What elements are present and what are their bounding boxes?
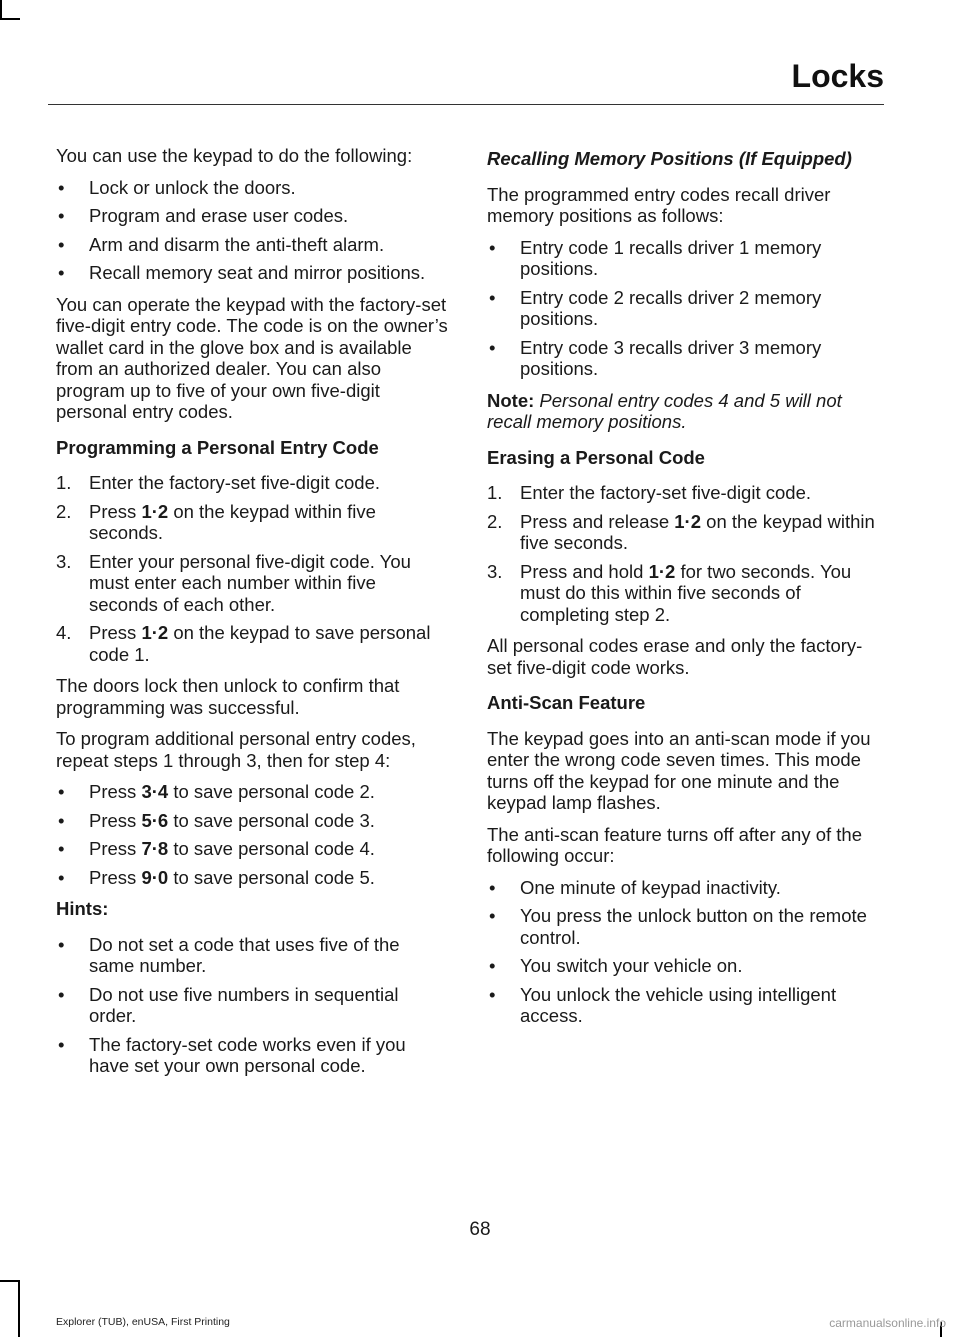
page-title: Locks [791, 58, 884, 94]
erase-heading: Erasing a Personal Code [487, 446, 705, 468]
note-label: Note: [487, 389, 535, 411]
hints-list [56, 934, 448, 1077]
keypad-key: 7·8 [141, 838, 169, 859]
antiscan-heading: Anti-Scan Feature [487, 692, 646, 713]
erase-result: All personal codes erase and only the factory-set five-digit code works. [487, 635, 863, 678]
keypad-key: 1·2 [141, 622, 169, 643]
list-item: • Press 3·4 to save personal code 2. [58, 781, 375, 802]
keypad-key: 9·0 [141, 866, 169, 888]
keypad-uses-list [56, 177, 448, 284]
watermark: carmanualsonline.info [829, 1316, 946, 1330]
list-item: • Do not use five numbers in sequential order. [58, 983, 399, 1026]
hints-heading: Hints: [56, 898, 109, 919]
list-item: 2. Press and release 1·2 on the keypad within five seconds. [487, 510, 875, 553]
list-item: • Recall memory seat and mirror positions. [58, 262, 426, 283]
crop-mark [18, 1280, 20, 1337]
crop-mark [0, 0, 2, 20]
keypad-key: 1·2 [674, 510, 702, 532]
header-divider [48, 104, 884, 105]
list-item: 1. Enter the factory-set five-digit code. [487, 482, 811, 503]
antiscan-paragraph: The keypad goes into an anti-scan mode if you enter the wrong code seven times. This mode turns off the keypad for one minute and the keypad lamp flashes. [487, 727, 871, 813]
list-item: • Entry code 2 recalls driver 2 memory positions. [489, 286, 822, 329]
note [487, 390, 882, 433]
antiscan-list [487, 877, 882, 1027]
footer-text: Explorer (TUB), enUSA, First Printing [56, 1316, 230, 1328]
list-item: • The factory-set code works even if you have set your own personal code. [58, 1033, 406, 1076]
left-column [56, 145, 448, 1087]
right-column [487, 145, 882, 1037]
recall-list [487, 237, 882, 380]
keypad-key: 1·2 [648, 560, 676, 582]
list-item: • Entry code 3 recalls driver 3 memory positions. [489, 336, 822, 379]
keypad-key: 1·2 [141, 500, 169, 522]
list-item: 4. Press 1·2 on the keypad to save personal code 1. [56, 622, 431, 665]
list-item: • Arm and disarm the anti-theft alarm. [58, 233, 385, 255]
list-item: • You unlock the vehicle using intelligent access. [489, 983, 837, 1026]
crop-mark [0, 1280, 20, 1282]
list-item: • Press 9·0 to save personal code 5. [58, 866, 375, 888]
operate-paragraph: You can operate the keypad with the factory-set five-digit entry code. The code is on the owner’s wallet card in the glove box and is available from an authorized dealer. You can also program up to five of your own five-digit personal entry codes. [56, 293, 448, 422]
list-item: • You switch your vehicle on. [489, 955, 743, 976]
list-item: • Do not set a code that uses five of the same number. [58, 933, 400, 976]
confirm-paragraph: The doors lock then unlock to confirm that programming was successful. [56, 675, 400, 718]
antiscan-off-paragraph: The anti-scan feature turns off after any of the following occur: [487, 823, 863, 866]
erase-steps [487, 482, 882, 625]
programming-steps [56, 472, 448, 665]
recall-heading: Recalling Memory Positions (If Equipped) [487, 148, 852, 169]
programming-heading: Programming a Personal Entry Code [56, 436, 379, 458]
page-number: 68 [469, 1219, 491, 1240]
list-item: • Press 7·8 to save personal code 4. [58, 838, 375, 859]
list-item: • You press the unlock button on the remote control. [489, 905, 867, 948]
intro-paragraph: You can use the keypad to do the following: [56, 145, 413, 166]
list-item: • Lock or unlock the doors. [58, 176, 296, 198]
additional-codes-list [56, 781, 448, 888]
keypad-key: 5·6 [141, 809, 169, 831]
list-item: 1. Enter the factory-set five-digit code. [56, 472, 380, 493]
crop-mark [0, 18, 20, 20]
list-item: • One minute of keypad inactivity. [489, 876, 781, 898]
list-item: 2. Press 1·2 on the keypad within five seconds. [56, 500, 376, 543]
additional-paragraph: To program additional personal entry codes, repeat steps 1 through 3, then for step 4: [56, 728, 416, 771]
list-item: 3. Enter your personal five-digit code. You must enter each number within five seconds of each other. [56, 550, 411, 615]
list-item: • Entry code 1 recalls driver 1 memory positions. [489, 236, 822, 279]
list-item: • Program and erase user codes. [58, 205, 349, 226]
recall-intro: The programmed entry codes recall driver memory positions as follows: [487, 183, 831, 226]
keypad-key: 3·4 [141, 781, 169, 802]
list-item: • Press 5·6 to save personal code 3. [58, 809, 375, 831]
note-text: Personal entry codes 4 and 5 will not recall memory positions. [487, 389, 842, 432]
list-item: 3. Press and hold 1·2 for two seconds. You must do this within five seconds of completing step 2. [487, 560, 852, 625]
